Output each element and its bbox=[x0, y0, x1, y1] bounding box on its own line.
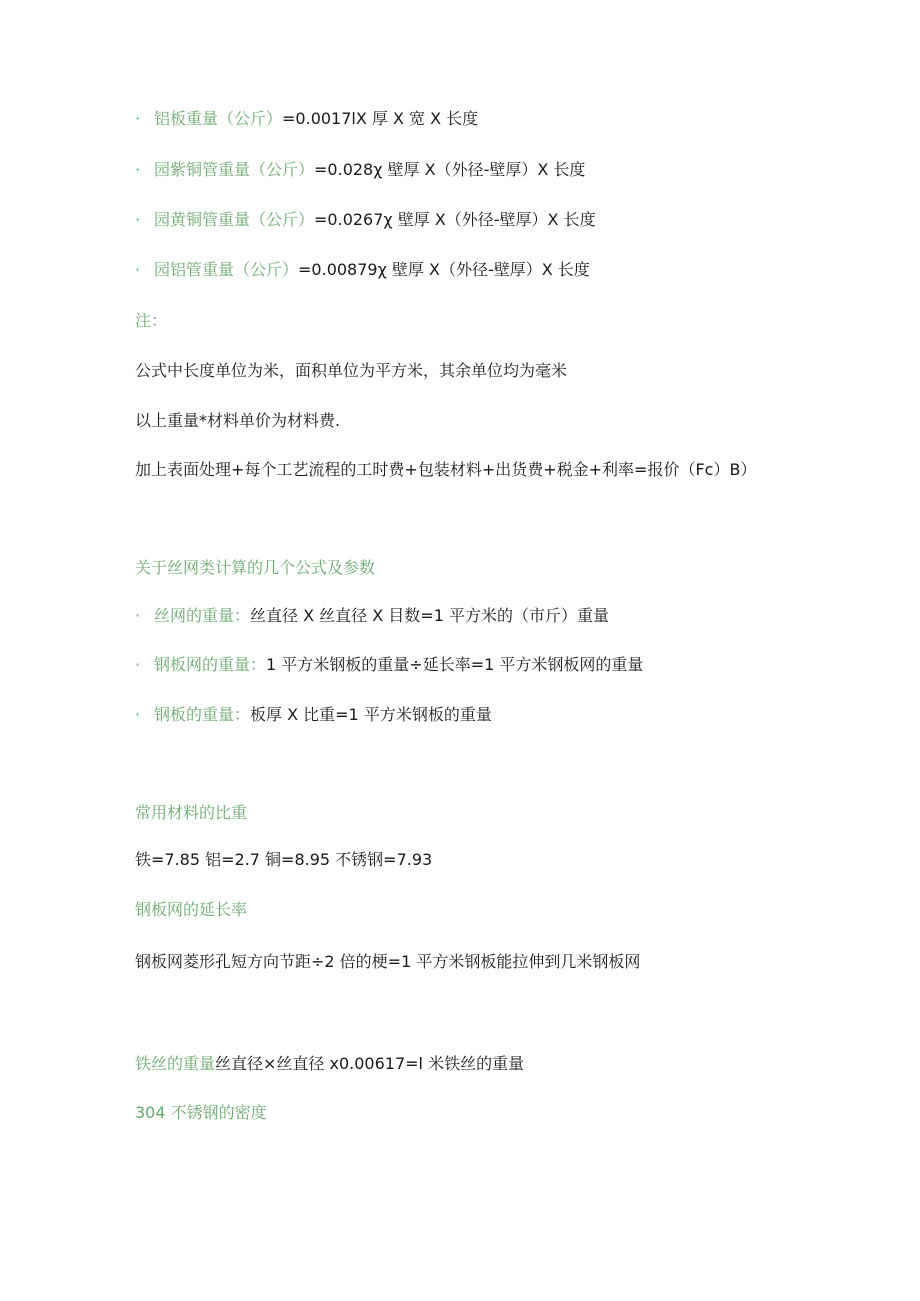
bullet-icon bbox=[135, 108, 154, 130]
formula-label: 园黄铜管重量（公斤） bbox=[154, 210, 315, 229]
note-heading: 注： bbox=[135, 311, 168, 330]
density-heading: 常用材料的比重 bbox=[135, 803, 248, 822]
note-line-material-cost: 以上重量*材料单价为材料费. bbox=[135, 411, 341, 430]
bullet-icon bbox=[135, 209, 154, 231]
wire-mesh-item bbox=[135, 605, 609, 627]
formula-copper-tube bbox=[135, 159, 585, 181]
steel-plate-item bbox=[135, 704, 492, 726]
bullet-icon bbox=[135, 704, 154, 726]
formula-aluminum-tube bbox=[135, 259, 590, 281]
item-label: 钢板网的重量： bbox=[154, 655, 267, 674]
formula-text: =0.028χ 壁厚 X（外径-壁厚）X 长度 bbox=[314, 160, 586, 179]
bullet-icon bbox=[135, 654, 154, 676]
formula-label: 园铝管重量（公斤） bbox=[154, 260, 299, 279]
formula-label: 园紫铜管重量（公斤） bbox=[154, 160, 315, 179]
bullet-icon bbox=[135, 159, 154, 181]
iron-wire-label: 铁丝的重量 bbox=[135, 1054, 216, 1073]
formula-label: 铝板重量（公斤） bbox=[154, 109, 283, 128]
item-text: 丝直径 X 丝直径 X 目数=1 平方米的（市斤）重量 bbox=[250, 606, 609, 625]
iron-wire-text: 丝直径×丝直径 x0.00617=l 米铁丝的重量 bbox=[215, 1054, 525, 1073]
item-label: 钢板的重量： bbox=[154, 705, 251, 724]
note-line-quote: 加上表面处理+每个工艺流程的工时费+包装材料+出货费+税金+利率=报价（Fc）B） bbox=[135, 460, 757, 479]
note-line-units: 公式中长度单位为米，面积单位为平方米，其余单位均为毫米 bbox=[135, 361, 568, 380]
steel-mesh-item bbox=[135, 654, 643, 676]
formula-text: =0.0267χ 壁厚 X（外径-壁厚）X 长度 bbox=[314, 210, 596, 229]
elongation-heading: 钢板网的延长率 bbox=[135, 900, 248, 919]
item-label: 丝网的重量： bbox=[154, 606, 251, 625]
density-values: 铁=7.85 铝=2.7 铜=8.95 不锈钢=7.93 bbox=[135, 850, 433, 869]
formula-brass-tube bbox=[135, 209, 596, 231]
bullet-icon bbox=[135, 605, 154, 627]
iron-wire-weight bbox=[135, 1053, 524, 1075]
formula-aluminum-plate bbox=[135, 108, 478, 130]
elongation-text: 钢板网菱形孔短方向节距÷2 倍的梗=1 平方米钢板能拉伸到几米钢板网 bbox=[135, 952, 641, 971]
bullet-icon bbox=[135, 259, 154, 281]
formula-text: =0.00879χ 壁厚 X（外径-壁厚）X 长度 bbox=[298, 260, 590, 279]
stainless-density-heading: 304 不锈钢的密度 bbox=[135, 1103, 267, 1122]
formula-text: =0.0017lX 厚 X 宽 X 长度 bbox=[282, 109, 479, 128]
wire-mesh-heading: 关于丝网类计算的几个公式及参数 bbox=[135, 558, 376, 577]
item-text: 板厚 X 比重=1 平方米钢板的重量 bbox=[250, 705, 492, 724]
item-text: 1 平方米钢板的重量÷延长率=1 平方米钢板网的重量 bbox=[266, 655, 644, 674]
